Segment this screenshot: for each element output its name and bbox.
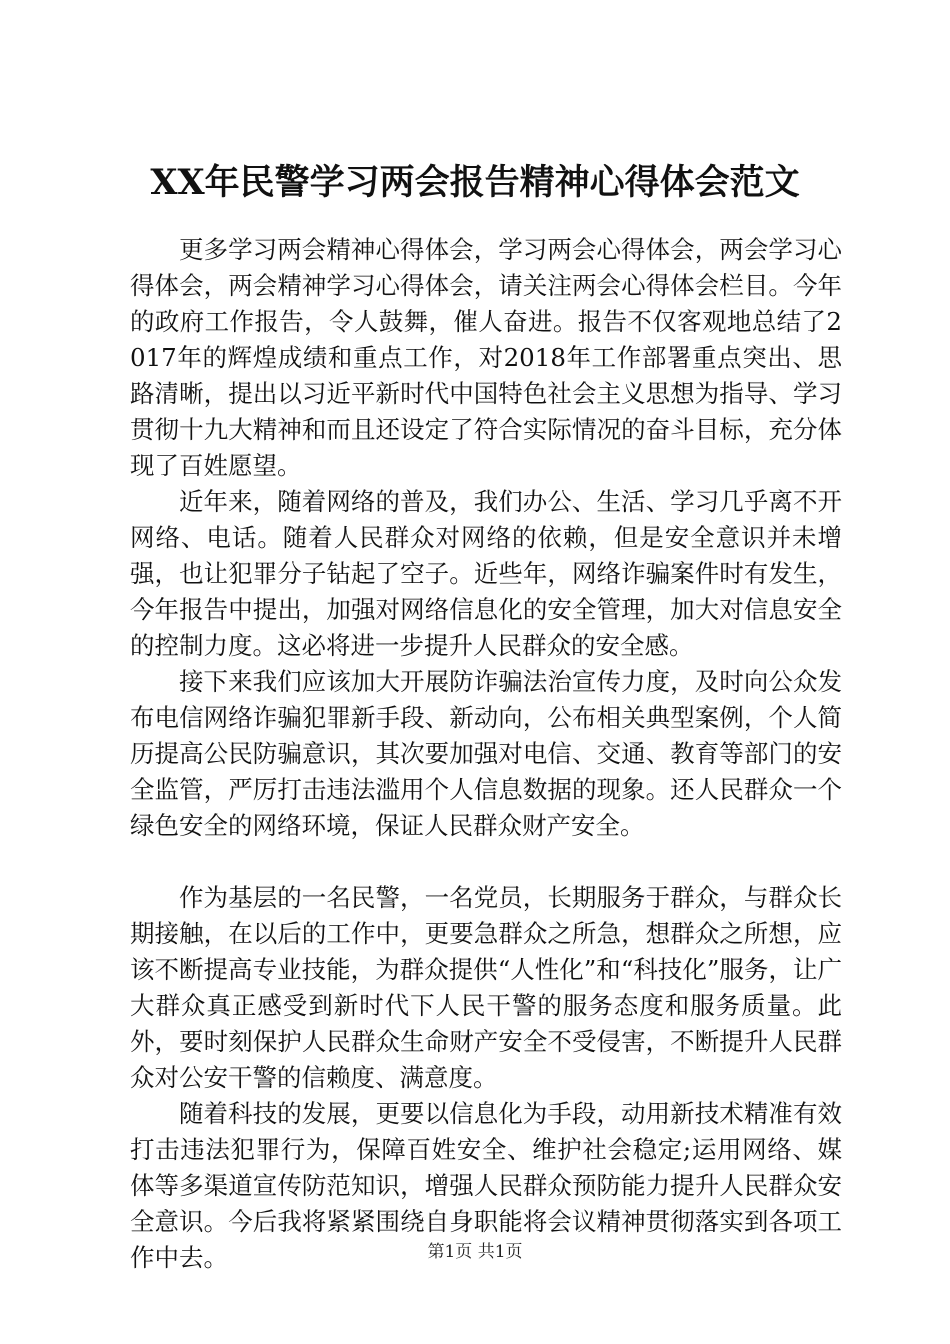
paragraph: 随着科技的发展，更要以信息化为手段，动用新技术精准有效打击违法犯罪行为，保障百姓安全、维护社会稳定;运用网络、媒体等多渠道宣传防范知识，增强人民群众预防能力提升人民群众安全意识。今后我将紧紧围绕自身职能将会议精神贯彻落实到各项工作中去。 bbox=[130, 1099, 842, 1272]
paragraph: 接下来我们应该加大开展防诈骗法治宣传力度，及时向公众发布电信网络诈骗犯罪新手段、新动向，公布相关典型案例，个人简历提高公民防骗意识，其次要加强对电信、交通、教育等部门的安全监管，严厉打击违法滥用个人信息数据的现象。还人民群众一个绿色安全的网络环境，保证人民群众财产安全。 bbox=[130, 667, 842, 840]
paragraph: 更多学习两会精神心得体会，学习两会心得体会，两会学习心得体会，两会精神学习心得体会，请关注两会心得体会栏目。今年的政府工作报告，令人鼓舞，催人奋进。报告不仅客观地总结了2017年的辉煌成绩和重点工作，对2018年工作部署重点突出、思路清晰，提出以习近平新时代中国特色社会主义思想为指导、学习贯彻十九大精神和而且还设定了符合实际情况的奋斗目标，充分体现了百姓愿望。 bbox=[130, 235, 842, 480]
document-title: XX年民警学习两会报告精神心得体会范文 bbox=[150, 162, 800, 203]
paragraph: 近年来，随着网络的普及，我们办公、生活、学习几乎离不开网络、电话。随着人民群众对网络的依赖，但是安全意识并未增强，也让犯罪分子钻起了空子。近些年，网络诈骗案件时有发生，今年报告中提出，加强对网络信息化的安全管理，加大对信息安全的控制力度。这必将进一步提升人民群众的安全感。 bbox=[130, 487, 842, 660]
document-body bbox=[130, 232, 842, 1276]
page-footer: 第1页 共1页 bbox=[427, 1242, 523, 1262]
paragraph: 作为基层的一名民警，一名党员，长期服务于群众，与群众长期接触，在以后的工作中，更要急群众之所急，想群众之所想，应该不断提高专业技能，为群众提供“人性化”和“科技化”服务，让广大群众真正感受到新时代下人民干警的服务态度和服务质量。此外，要时刻保护人民群众生命财产安全不受侵害，不断提升人民群众对公安干警的信赖度、满意度。 bbox=[130, 883, 842, 1092]
